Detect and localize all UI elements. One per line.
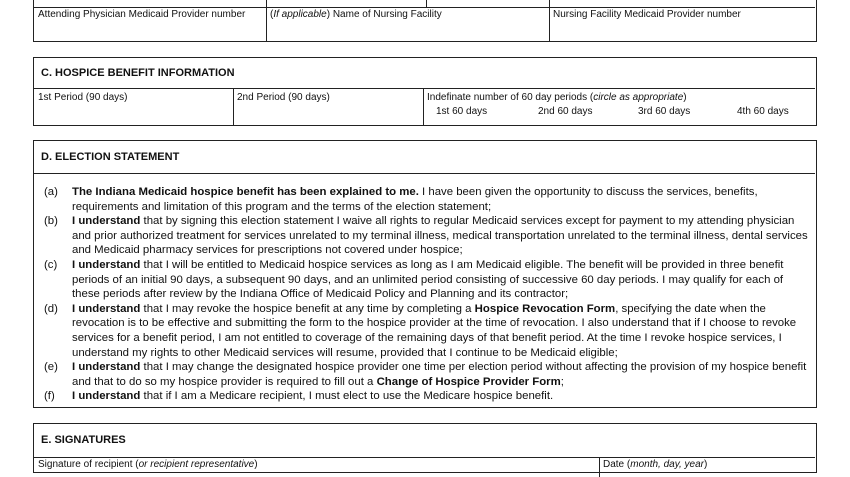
election-item-e: [38, 360, 808, 389]
election-item-f: [38, 389, 808, 404]
nursing-facility-name-label: (If applicable) Name of Nursing Facility: [270, 9, 442, 20]
election-item-letter: (c): [44, 258, 58, 271]
nursing-facility-medicaid-field[interactable]: [549, 7, 815, 40]
sixty-day-option-2[interactable]: 2nd 60 days: [538, 106, 593, 117]
signature-date-label: Date (month, day, year): [603, 459, 708, 470]
signature-date-field[interactable]: [599, 458, 815, 472]
section-c-title: C. HOSPICE BENEFIT INFORMATION: [41, 67, 235, 79]
section-e: [33, 423, 817, 473]
election-item-a: [38, 185, 808, 214]
attending-physician-medicaid-field[interactable]: [34, 7, 266, 40]
election-item-text: I understand that I will be entitled to Medicaid hospice services as long as I am Medicaid eligible. The benefit will be provided in three benefit periods of an initial 90 days, a subsequent 90 days, and an unlimited period consisting of successive 60 day periods. I may qualify for each of these periods after review by the Indiana Office of Medicaid Policy and Planning and its contractor;: [72, 258, 784, 301]
indefinite-periods-label: Indefinate number of 60 day periods (circle as appropriate): [427, 92, 687, 103]
election-item-letter: (e): [44, 361, 58, 374]
second-period-field[interactable]: [233, 90, 423, 125]
election-item-c: [38, 258, 808, 302]
change-provider-form-ref: Change of Hospice Provider Form: [376, 375, 561, 388]
election-item-d: [38, 302, 808, 360]
election-item-letter: (a): [44, 186, 58, 198]
section-d-title: D. ELECTION STATEMENT: [41, 151, 180, 163]
election-item-letter: (d): [44, 302, 58, 315]
election-item-text: The Indiana Medicaid hospice benefit has been explained to me. I have been given the opportunity to discuss the services, benefits, requirements and limitation of this program and the terms of the election statement;: [72, 186, 758, 213]
recipient-signature-label: Signature of recipient (or recipient representative): [38, 459, 258, 470]
section-c: [33, 57, 817, 126]
election-item-letter: (f): [44, 390, 55, 403]
hospice-revocation-form-ref: Hospice Revocation Form: [474, 302, 616, 315]
attending-physician-medicaid-label: Attending Physician Medicaid Provider number: [38, 9, 246, 20]
sixty-day-option-1[interactable]: 1st 60 days: [436, 106, 488, 117]
provider-row: [33, 0, 817, 42]
first-period-field[interactable]: [34, 90, 233, 125]
provider-divider-2: [426, 0, 427, 7]
election-statement-list: [38, 185, 808, 404]
election-item-text: I understand that I may revoke the hospice benefit at any time by completing a Hospice Revocation Form, specifying the date when the revocation is to be effective and submitting the form to the hospice provider at the time of revocation. I also understand that if I choose to revoke services for a benefit period, I am not entitled to coverage of the remaining days of that benefit period. At the time I revoke hospice services, I understand my rights to other Medicaid services will resume, provided that I continue to be Medicaid eligible;: [72, 302, 797, 359]
sixty-day-option-3[interactable]: 3rd 60 days: [638, 106, 691, 117]
recipient-signature-field[interactable]: [34, 458, 599, 472]
election-item-text: I understand that if I am a Medicare recipient, I must elect to use the Medicare hospice benefit.: [72, 390, 554, 403]
sixty-day-option-4[interactable]: 4th 60 days: [737, 106, 789, 117]
section-c-divider: [34, 88, 815, 89]
nursing-facility-medicaid-label: Nursing Facility Medicaid Provider number: [553, 9, 741, 20]
first-period-label: 1st Period (90 days): [38, 92, 128, 103]
section-e-title: E. SIGNATURES: [41, 434, 126, 446]
election-item-text: I understand that I may change the designated hospice provider one time per election period without affecting the provision of my hospice benefit and that to do so my hospice provider is required to fill out a Change of Hospice Provider Form;: [72, 361, 807, 388]
section-d-divider: [34, 173, 815, 174]
nursing-facility-name-field[interactable]: [266, 7, 549, 40]
second-period-label: 2nd Period (90 days): [237, 92, 330, 103]
election-item-letter: (b): [44, 215, 58, 228]
election-item-b: [38, 214, 808, 258]
election-item-text: I understand that by signing this election statement I waive all rights to regular Medicaid services except for payment to my attending physician and prior authorized treatment for services unrelated to my terminal illness, medical transportation unrelated to the terminal illness, dental services and Medicaid pharmacy services for prescriptions not covered under hospice;: [72, 215, 808, 257]
